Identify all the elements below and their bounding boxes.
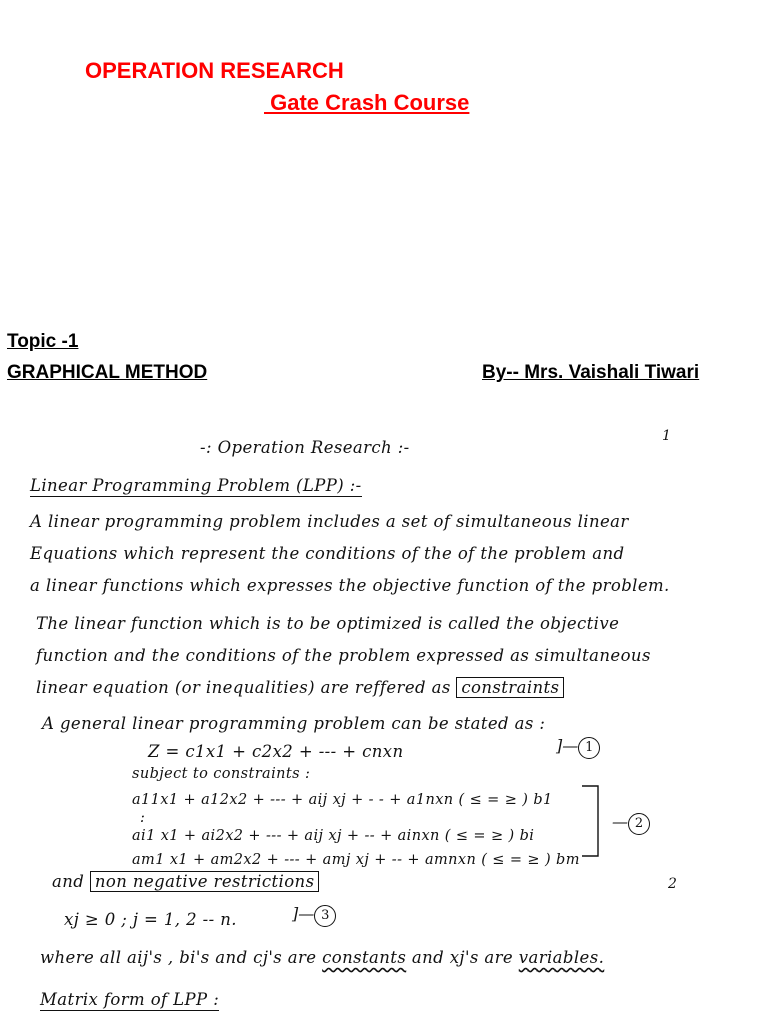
para2-line3 xyxy=(36,678,564,697)
notes-heading: -: Operation Research :- xyxy=(200,438,410,457)
constraint-bracket xyxy=(580,780,610,862)
equation-ref-1: ]— 1 xyxy=(556,736,600,759)
non-negative-boxed: non negative restrictions xyxy=(90,871,320,892)
general-lpp-intro: A general linear programming problem can be stated as : xyxy=(42,714,546,733)
and-text: and xyxy=(52,872,85,891)
para2-line3-text: linear equation (or inequalities) are reffered as xyxy=(36,678,451,697)
matrix-form-title-text: Matrix form of LPP : xyxy=(40,990,220,1009)
lpp-section-title xyxy=(30,476,362,495)
circle-2: 2 xyxy=(628,813,650,835)
para2-line2: function and the conditions of the problem expressed as simultaneous xyxy=(36,646,651,665)
page-mark-1: 1 xyxy=(662,428,671,444)
constraint-row-m: am1 x1 + am2x2 + --- + amj xj + -- + amnxn ( ≤ = ≥ ) bm xyxy=(132,852,580,868)
author-credit: By-- Mrs. Vaishali Tiwari xyxy=(482,362,700,383)
constraint-row-1: a11x1 + a12x2 + --- + aij xj + - - + a1nxn ( ≤ = ≥ ) b1 xyxy=(132,792,553,808)
non-negativity-condition: xj ≥ 0 ; j = 1, 2 -- n. xyxy=(64,910,237,929)
course-title: OPERATION RESEARCH xyxy=(85,58,344,83)
topic-number: Topic -1 xyxy=(7,331,79,352)
matrix-form-title xyxy=(40,990,219,1009)
para2-line1: The linear function which is to be optimized is called the objective xyxy=(36,614,620,633)
page-mark-2: 2 xyxy=(668,876,677,892)
lpp-section-title-text: Linear Programming Problem (LPP) :- xyxy=(30,476,362,495)
variables-word: variables. xyxy=(518,948,605,967)
para1-line2: Equations which represent the conditions of the of the problem and xyxy=(30,544,625,563)
equation-ref-2: — 2 xyxy=(612,812,650,835)
topic-name: GRAPHICAL METHOD xyxy=(7,362,208,383)
para1-line1: A linear programming problem includes a set of simultaneous linear xyxy=(30,512,629,531)
constants-word: constants xyxy=(322,948,407,967)
para1-line3: a linear functions which expresses the objective function of the problem. xyxy=(30,576,670,595)
constraints-boxed: constraints xyxy=(456,677,564,698)
where-line: where all aij's , bi's and cj's are constants and xj's are variables. xyxy=(40,948,605,967)
constraint-row-i: ai1 x1 + ai2x2 + --- + aij xj + -- + ainxn ( ≤ = ≥ ) bi xyxy=(132,828,535,844)
non-negative-line xyxy=(52,872,319,891)
circle-3: 3 xyxy=(314,905,336,927)
circle-1: 1 xyxy=(578,737,600,759)
constraint-dots: : xyxy=(140,810,146,826)
objective-function: Z = c1x1 + c2x2 + --- + cnxn xyxy=(148,742,404,761)
subject-to-label: subject to constraints : xyxy=(132,766,311,782)
handwritten-notes xyxy=(0,420,768,1024)
equation-ref-3: ]— 3 xyxy=(292,904,336,927)
course-subtitle: Gate Crash Course xyxy=(264,90,470,115)
